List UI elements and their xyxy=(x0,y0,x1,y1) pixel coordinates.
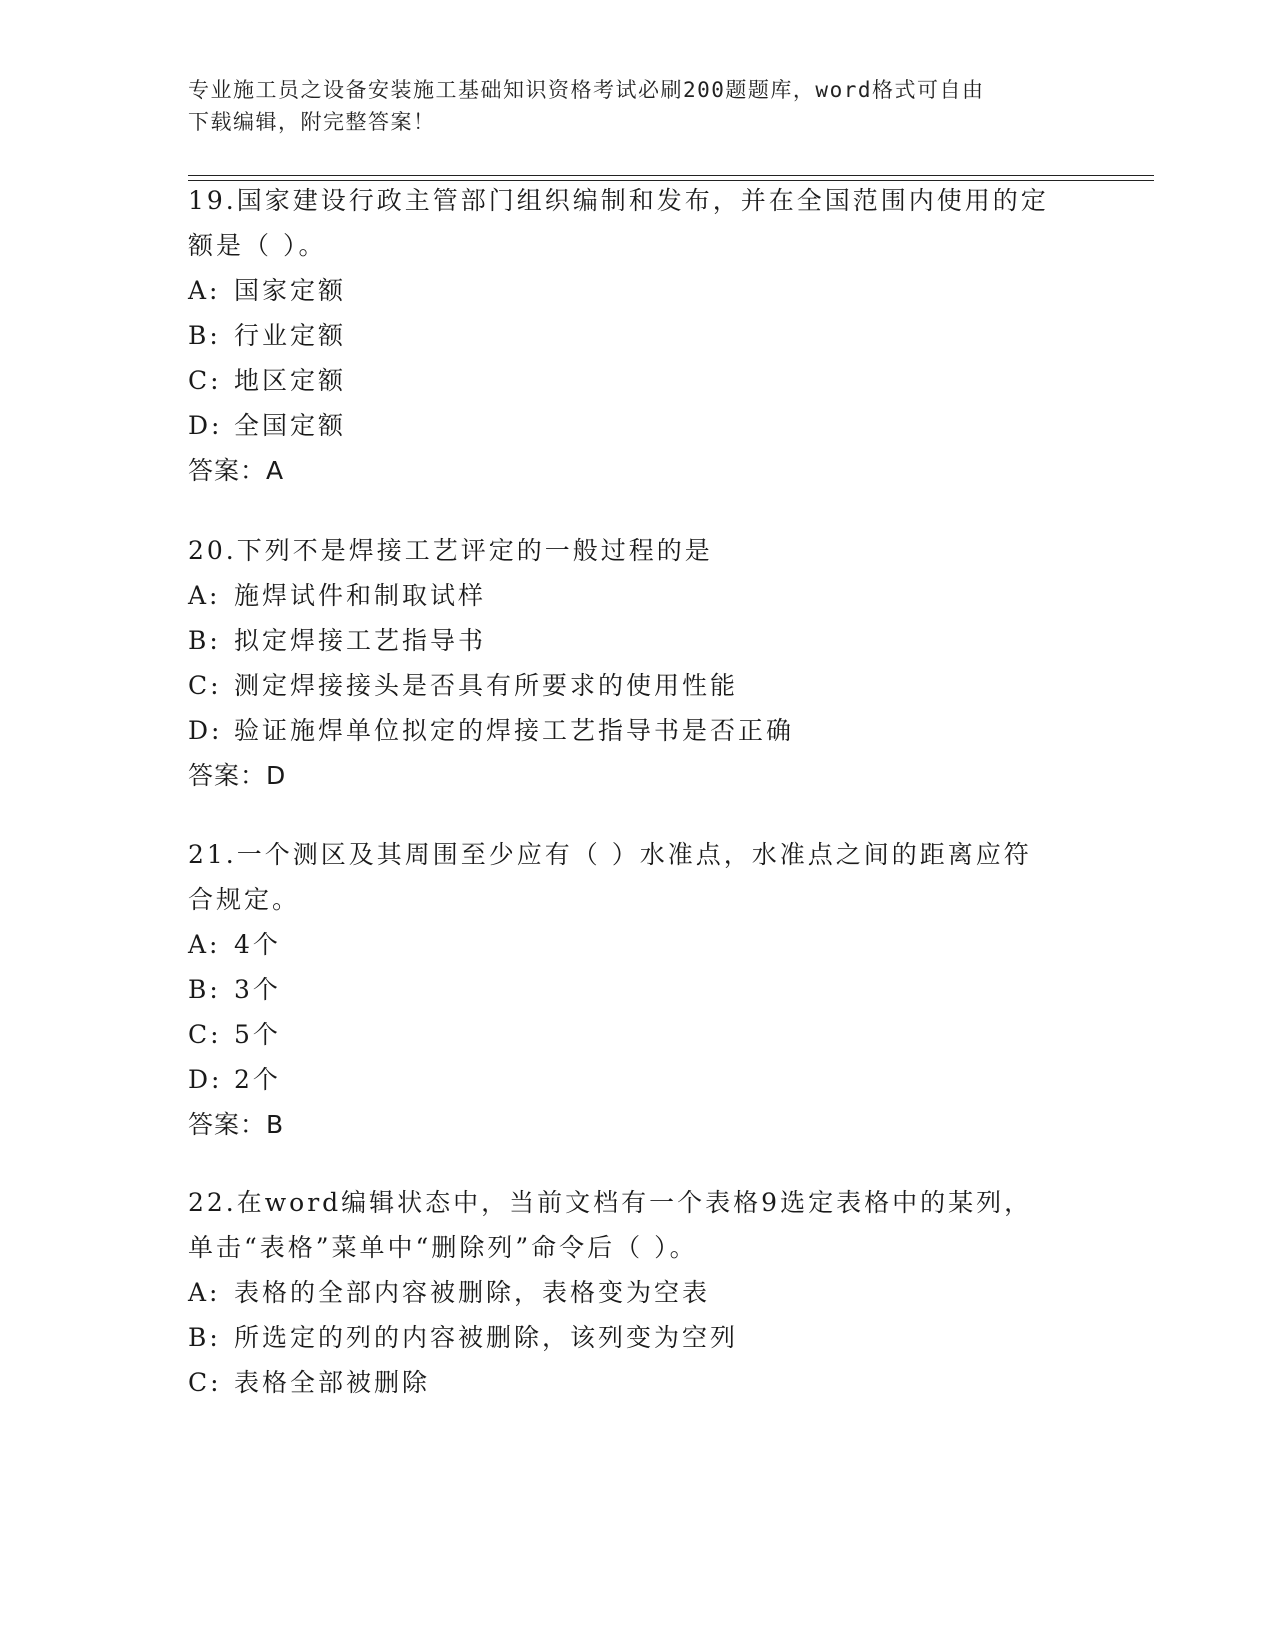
option-letter: D: xyxy=(188,716,223,745)
option-a xyxy=(188,268,1088,313)
question-stem xyxy=(188,1180,1068,1270)
option-letter: C: xyxy=(188,366,222,395)
option-text: 4个 xyxy=(234,930,281,959)
option-text: 国家定额 xyxy=(234,276,347,305)
question-19 xyxy=(188,178,1088,493)
option-d xyxy=(188,403,1088,448)
option-text: 表格全部被删除 xyxy=(234,1368,431,1397)
option-letter: D: xyxy=(188,411,223,440)
option-text: 施焊试件和制取试样 xyxy=(234,581,487,610)
option-text: 所选定的列的内容被删除，该列变为空列 xyxy=(234,1323,739,1352)
option-b xyxy=(188,967,1088,1012)
question-stem-line-1: 22.在word编辑状态中，当前文档有一个表格9选定表格中的某列， xyxy=(188,1188,1033,1217)
question-22 xyxy=(188,1180,1088,1405)
option-c xyxy=(188,663,1088,708)
question-20 xyxy=(188,528,1088,798)
option-letter: B: xyxy=(188,975,221,1004)
answer: 答案：A xyxy=(188,456,285,485)
option-a xyxy=(188,1270,1088,1315)
option-text: 地区定额 xyxy=(234,366,347,395)
option-letter: C: xyxy=(188,1020,222,1049)
option-letter: D: xyxy=(188,1065,223,1094)
question-stem-line-2: 额是（ ）。 xyxy=(188,231,327,260)
header-line-2: 下载编辑，附完整答案！ xyxy=(188,110,436,134)
option-c xyxy=(188,358,1088,403)
option-text: 全国定额 xyxy=(234,411,347,440)
option-letter: C: xyxy=(188,1368,222,1397)
question-stem-line-2: 单击“表格”菜单中“删除列”命令后（ ）。 xyxy=(188,1233,698,1262)
option-letter: A: xyxy=(188,581,221,610)
option-text: 2个 xyxy=(234,1065,281,1094)
question-stem-line-1: 21.一个测区及其周围至少应有（ ）水准点，水准点之间的距离应符 xyxy=(188,840,1032,869)
document-header xyxy=(188,74,1088,138)
option-letter: B: xyxy=(188,321,221,350)
option-a xyxy=(188,573,1088,618)
question-stem-line-1: 20.下列不是焊接工艺评定的一般过程的是 xyxy=(188,536,713,565)
option-text: 表格的全部内容被删除，表格变为空表 xyxy=(234,1278,711,1307)
answer: 答案：D xyxy=(188,761,287,790)
question-stem xyxy=(188,528,1068,573)
option-d xyxy=(188,708,1088,753)
option-letter: C: xyxy=(188,671,222,700)
option-a xyxy=(188,922,1088,967)
option-b xyxy=(188,618,1088,663)
question-21 xyxy=(188,832,1088,1147)
option-text: 测定焊接接头是否具有所要求的使用性能 xyxy=(234,671,739,700)
option-c xyxy=(188,1360,1088,1405)
question-stem-line-1: 19.国家建设行政主管部门组织编制和发布，并在全国范围内使用的定 xyxy=(188,186,1049,215)
option-d xyxy=(188,1057,1088,1102)
header-line-1: 专业施工员之设备安装施工基础知识资格考试必刷200题题库，word格式可自由 xyxy=(188,78,985,102)
option-letter: A: xyxy=(188,276,221,305)
option-letter: A: xyxy=(188,930,221,959)
option-text: 行业定额 xyxy=(234,321,347,350)
answer: 答案：B xyxy=(188,1110,285,1139)
option-letter: B: xyxy=(188,1323,221,1352)
option-text: 拟定焊接工艺指导书 xyxy=(234,626,487,655)
option-letter: A: xyxy=(188,1278,221,1307)
question-stem xyxy=(188,178,1068,268)
option-text: 5个 xyxy=(234,1020,281,1049)
header-divider-top xyxy=(188,175,1154,176)
option-c xyxy=(188,1012,1088,1057)
option-text: 3个 xyxy=(234,975,281,1004)
question-stem xyxy=(188,832,1068,922)
question-stem-line-2: 合规定。 xyxy=(188,885,301,914)
option-b xyxy=(188,313,1088,358)
option-b xyxy=(188,1315,1088,1360)
option-letter: B: xyxy=(188,626,221,655)
option-text: 验证施焊单位拟定的焊接工艺指导书是否正确 xyxy=(234,716,795,745)
